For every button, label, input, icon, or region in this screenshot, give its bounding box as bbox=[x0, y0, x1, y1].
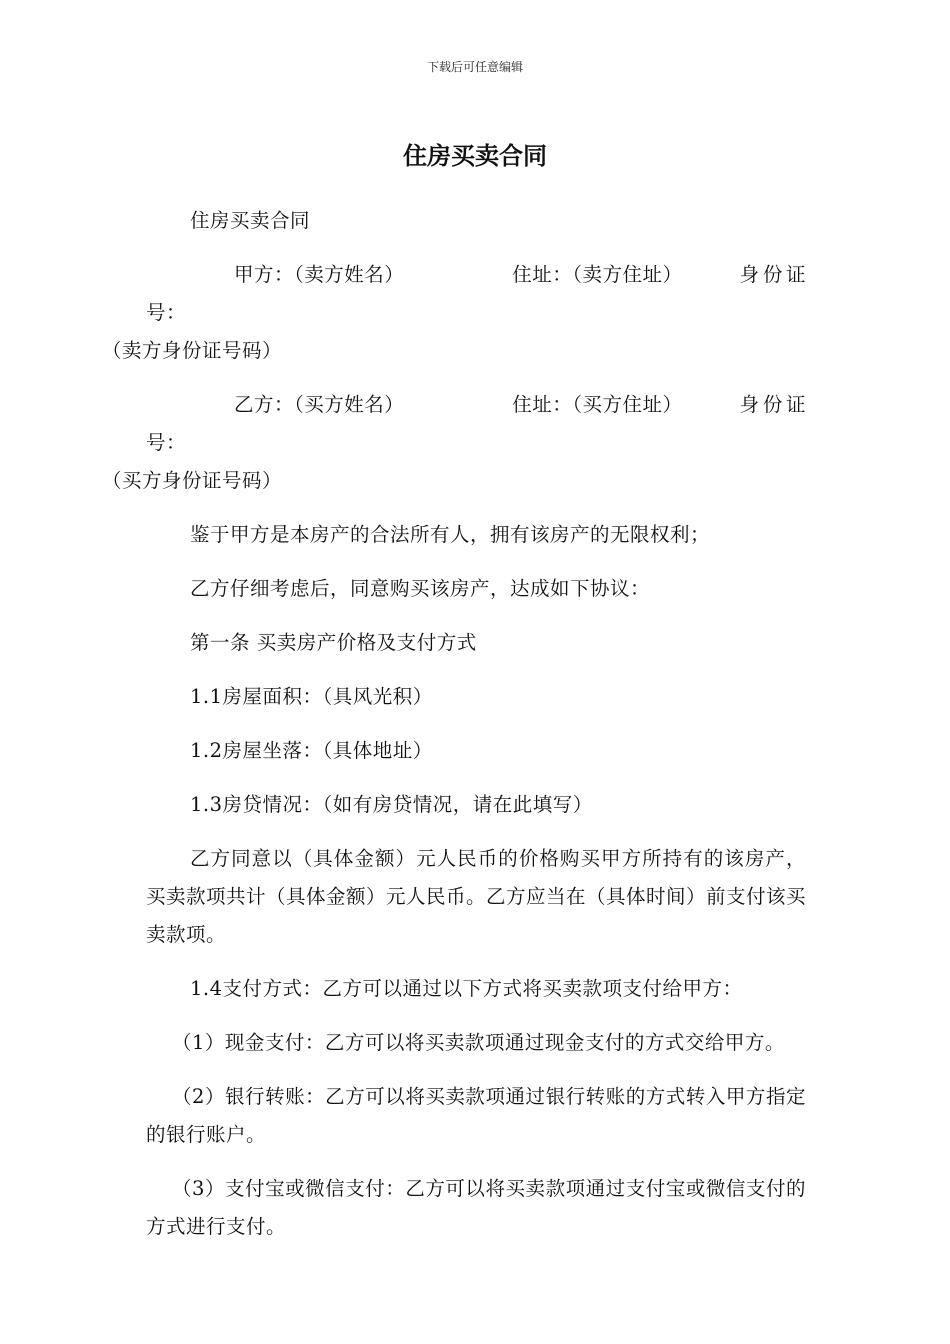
recital-paragraph: 鉴于甲方是本房产的合法所有人，拥有该房产的无限权利； bbox=[190, 523, 711, 546]
payment-method: （3）支付宝或微信支付：乙方可以将买卖款项通过支付宝或微信支付的方式进行支付。 bbox=[146, 1177, 806, 1238]
clause-item: 1.1房屋面积：（具风光积） bbox=[190, 685, 433, 708]
party-b-id-label: 身份证号： bbox=[146, 393, 806, 454]
recital-paragraph: 乙方仔细考虑后，同意购买该房产，达成如下协议： bbox=[190, 577, 651, 600]
party-a-id-label: 身份证号： bbox=[146, 263, 806, 324]
clause-item: 1.4支付方式：乙方可以通过以下方式将买卖款项支付给甲方： bbox=[190, 977, 743, 1000]
payment-method: （1）现金支付：乙方可以将买卖款项通过现金支付的方式交给甲方。 bbox=[172, 1031, 785, 1054]
header-note: 下载后可任意编辑 bbox=[426, 60, 523, 74]
party-b-id-value: （买方身份证号码） bbox=[102, 469, 283, 492]
party-a-line bbox=[102, 256, 806, 370]
party-a-address: 住址：（卖方住址） bbox=[512, 263, 683, 286]
contract-body bbox=[102, 202, 807, 1262]
party-a-id-value: （卖方身份证号码） bbox=[102, 339, 283, 362]
party-b-line bbox=[102, 386, 806, 500]
document-title: 住房买卖合同 bbox=[403, 142, 547, 170]
payment-method: （2）银行转账：乙方可以将买卖款项通过银行转账的方式转入甲方指定的银行账户。 bbox=[146, 1085, 806, 1146]
clause-item: 1.3房贷情况：（如有房贷情况，请在此填写） bbox=[190, 793, 593, 816]
party-b-name: 乙方：（买方姓名） bbox=[234, 393, 405, 416]
intro-line: 住房买卖合同 bbox=[190, 209, 311, 232]
price-clause: 乙方同意以（具体金额）元人民币的价格购买甲方所持有的该房产，买卖款项共计（具体金额）元人民币。乙方应当在（具体时间）前支付该买卖款项。 bbox=[146, 847, 807, 946]
party-a-name: 甲方：（卖方姓名） bbox=[234, 263, 405, 286]
article-heading: 第一条 买卖房产价格及支付方式 bbox=[190, 631, 477, 654]
clause-item: 1.2房屋坐落：（具体地址） bbox=[190, 739, 433, 762]
party-b-address: 住址：（买方住址） bbox=[512, 393, 683, 416]
